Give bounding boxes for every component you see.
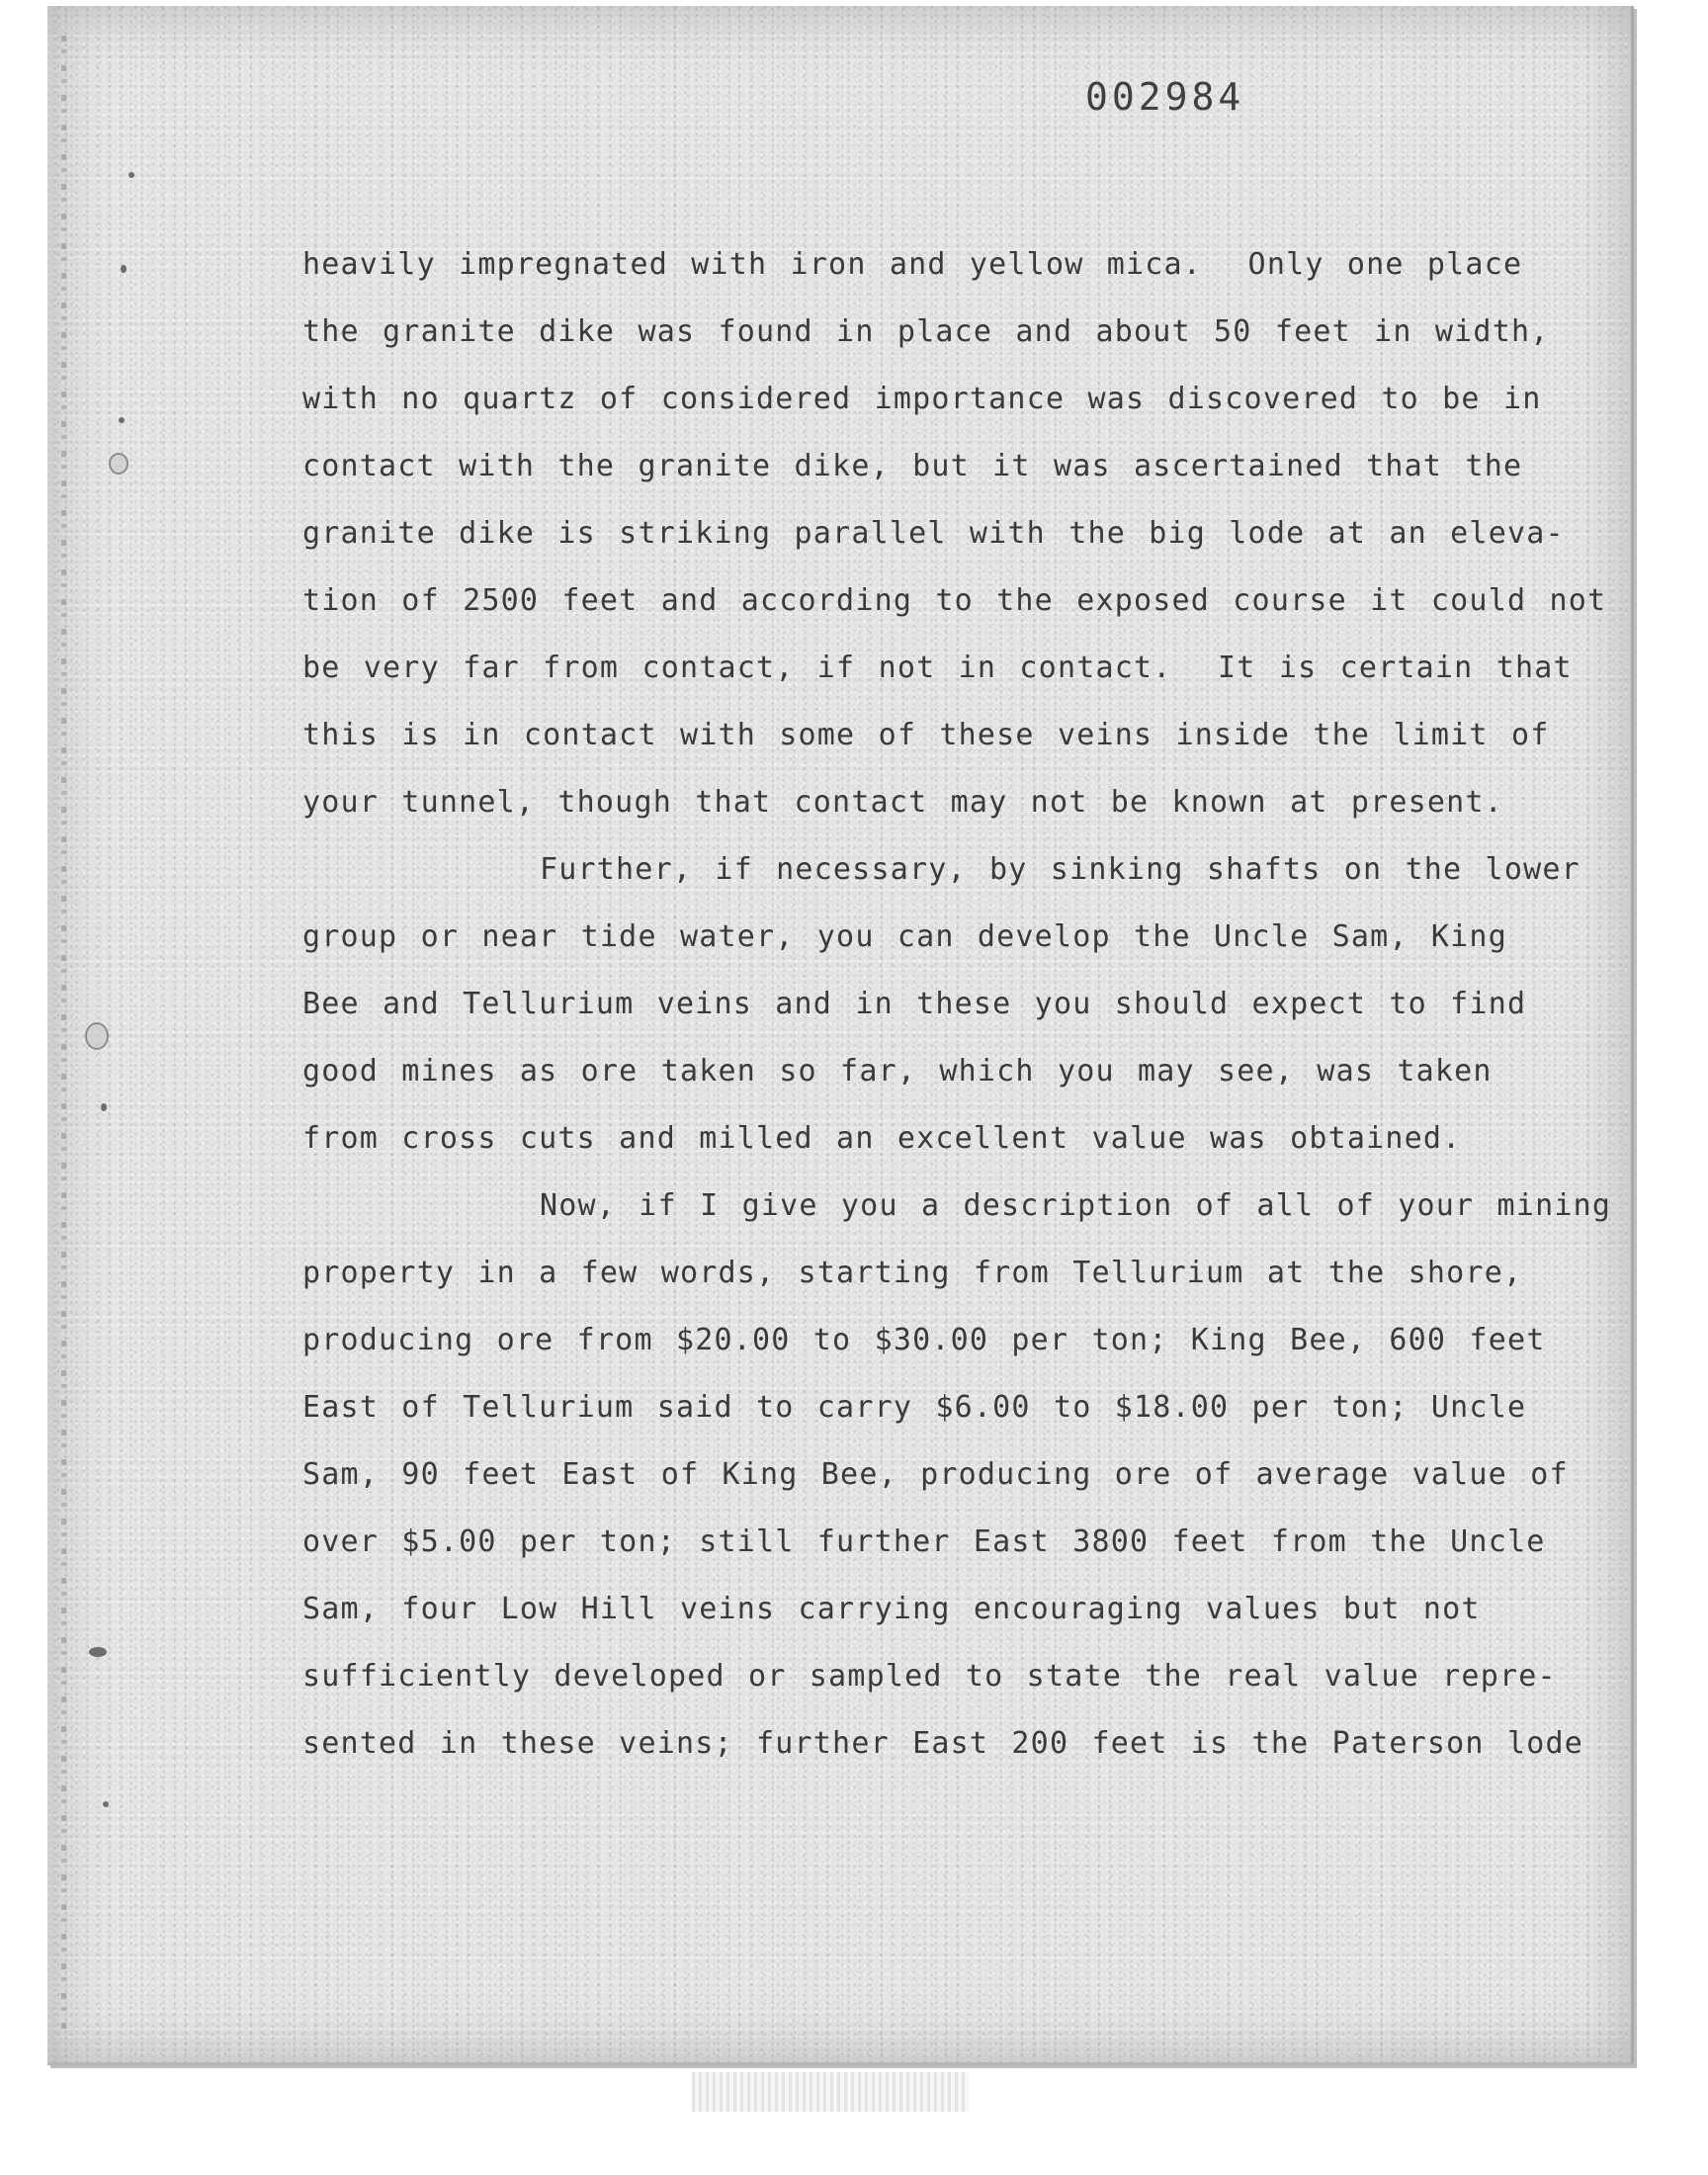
text-line: with no quartz of considered importance was discovered to be in [302, 382, 1542, 416]
text-line: group or near tide water, you can develop the Uncle Sam, King [302, 919, 1507, 954]
staple-mark [89, 1647, 107, 1657]
text-line: Bee and Tellurium veins and in these you should expect to find [302, 987, 1527, 1021]
document-number: 002984 [1085, 75, 1245, 119]
text-line-paragraph-start: Now, if I give you a description of all of your mining [540, 1188, 1612, 1223]
text-line: producing ore from $20.00 to $30.00 per ton; King Bee, 600 feet [302, 1323, 1546, 1357]
speck-mark [119, 417, 125, 423]
speck-mark [103, 1801, 109, 1807]
text-line: your tunnel, though that contact may not be known at present. [302, 785, 1503, 820]
speck-mark [101, 1103, 107, 1111]
text-line: tion of 2500 feet and according to the exposed course it could not [302, 583, 1607, 618]
text-line: over $5.00 per ton; still further East 3800 feet from the Uncle [302, 1524, 1546, 1559]
page-left-edge [61, 36, 66, 2033]
text-line: property in a few words, starting from Tellurium at the shore, [302, 1256, 1523, 1290]
text-line: sufficiently developed or sampled to state the real value repre- [302, 1659, 1557, 1694]
text-line: from cross cuts and milled an excellent value was obtained. [302, 1121, 1462, 1156]
text-line: good mines as ore taken so far, which you may see, was taken [302, 1054, 1493, 1088]
punch-hole-top [109, 453, 128, 475]
text-line: sented in these veins; further East 200 feet is the Paterson lode [302, 1726, 1583, 1761]
document-body [302, 231, 1637, 1778]
text-line: the granite dike was found in place and about 50 feet in width, [302, 314, 1550, 349]
speck-mark [121, 265, 127, 273]
document-page [47, 6, 1634, 2065]
text-line: East of Tellurium said to carry $6.00 to $18.00 per ton; Uncle [302, 1390, 1527, 1425]
text-line-paragraph-start: Further, if necessary, by sinking shafts on the lower [540, 852, 1580, 887]
text-line: contact with the granite dike, but it was ascertained that the [302, 449, 1523, 483]
text-line: be very far from contact, if not in contact. It is certain that [302, 651, 1573, 685]
text-line: Sam, four Low Hill veins carrying encouraging values but not [302, 1592, 1481, 1626]
scan-artifact-bar [692, 2072, 969, 2112]
text-line: granite dike is striking parallel with the big lode at an eleva- [302, 516, 1565, 551]
speck-mark [128, 172, 134, 178]
text-line: Sam, 90 feet East of King Bee, producing ore of average value of [302, 1457, 1569, 1492]
text-line: this is in contact with some of these veins inside the limit of [302, 718, 1550, 752]
punch-hole-middle [85, 1022, 109, 1050]
text-line: heavily impregnated with iron and yellow mica. Only one place [302, 247, 1523, 282]
